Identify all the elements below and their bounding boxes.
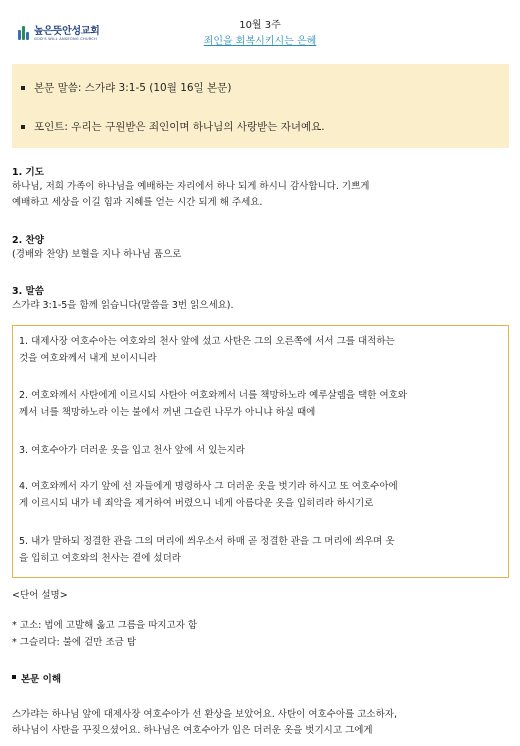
glossary-heading: <단어 설명> (12, 590, 68, 601)
verse-1-line-1: 1. 대제사장 여호수아는 여호와의 천사 앞에 섰고 사탄은 그의 오른쪽에 서서 그를 대적하는 (19, 336, 395, 347)
verse-5 (19, 533, 505, 567)
glossary-item: * 그슬리다: 불에 겉만 조금 탐 (12, 637, 136, 648)
verse-5-line-1: 5. 내가 말하되 정결한 관을 그의 머리에 씌우소서 하매 곧 정결한 관을 그 머리에 씌우며 옷 (19, 536, 395, 547)
key-point: 포인트: 우리는 구원받은 죄인이며 하나님의 사랑받는 자녀예요. (34, 121, 325, 133)
prayer-heading: 1. 기도 (12, 167, 44, 178)
prayer-line-1: 하나님, 저희 가족이 하나님을 예배하는 자리에서 하나 되게 하시니 감사합니다. 기쁘게 (12, 181, 370, 192)
verse-3 (19, 442, 505, 459)
verse-4-line-1: 4. 여호와께서 자기 앞에 선 자들에게 명령하사 그 더러운 옷을 벗기라 하시고 또 여호수아에 (19, 481, 398, 492)
verse-1 (19, 333, 505, 367)
verse-5-line-2: 을 입히고 여호와의 천사는 곁에 섰더라 (19, 553, 181, 564)
verse-2-line-2: 께서 너를 책망하노라 이는 불에서 꺼낸 그슬린 나무가 아니냐 하실 때에 (19, 407, 316, 418)
verse-4 (19, 478, 505, 512)
verse-4-line-2: 게 이르시되 내가 네 죄악을 제거하여 버렸으니 네게 아름다운 옷을 입히리라 하시기로 (19, 498, 374, 509)
verse-1-line-2: 것을 여호와께서 내게 보이시니라 (19, 353, 157, 364)
sermon-title-link[interactable]: 죄인을 회복시키시는 은혜 (203, 36, 317, 47)
understanding-line-1: 스가랴는 하나님 앞에 대제사장 여호수아가 선 환상을 보았어요. 사탄이 여호수아를 고소하자, (12, 709, 397, 720)
verse-2 (19, 387, 505, 421)
word-heading: 3. 말씀 (12, 286, 44, 297)
praise-line: (경배와 찬양) 보혈을 지나 하나님 품으로 (12, 249, 182, 260)
scripture-passage-box (12, 325, 509, 578)
verse-2-line-1: 2. 여호와께서 사탄에게 이르시되 사탄아 여호와께서 너를 책망하노라 예루살렘을 택한 여호와 (19, 390, 407, 401)
scripture-reference: 본문 말씀: 스가랴 3:1-5 (10월 16일 본문) (34, 82, 232, 94)
page-header (0, 14, 520, 50)
understanding-heading: 본문 이해 (12, 671, 61, 685)
week-label: 10월 3주 (239, 20, 281, 31)
logo-name: 높은뜻안성교회 (34, 26, 100, 37)
understanding-line-2: 하나님이 사탄을 꾸짖으셨어요. 하나님은 여호수아가 입은 더러운 옷을 벗기시고 그에게 (12, 725, 373, 736)
logo-subtitle: GOD'S WILL ANSEONG CHURCH (34, 37, 98, 41)
summary-box (12, 64, 509, 148)
glossary-item: * 고소: 법에 고발해 옳고 그름을 따지고자 함 (12, 620, 198, 631)
word-instruction: 스가랴 3:1-5을 함께 읽습니다(말씀을 3번 읽으세요). (12, 300, 234, 311)
praise-heading: 2. 찬양 (12, 235, 44, 246)
verse-3-line-1: 3. 여호수아가 더러운 옷을 입고 천사 앞에 서 있는지라 (19, 445, 245, 456)
prayer-line-2: 예배하고 세상을 이길 힘과 지혜를 얻는 시간 되게 해 주세요. (12, 197, 263, 208)
